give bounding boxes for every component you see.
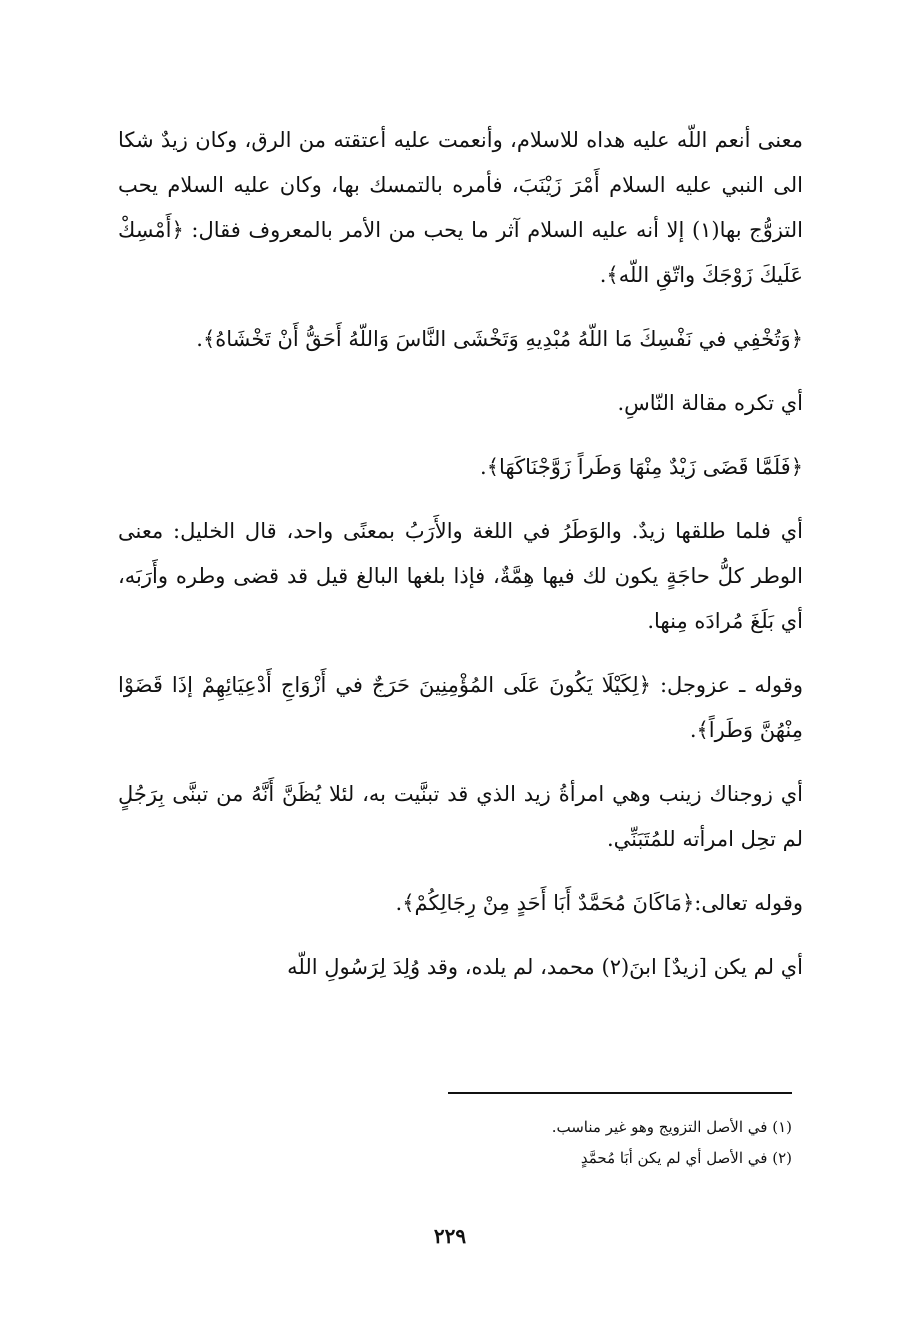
main-text [118,118,803,1009]
paragraph: أي تكره مقالة النّاسِ. [617,391,803,415]
paragraph: أي فلما طلقها زيدٌ. والوَطَرُ في اللغة والأَرَبُ بمعنًى واحد، قال الخليل: معنى الوطر كلُّ حاجَةٍ يكون لك فيها هِمَّةٌ، فإذا بلغها البالغ قيل قد قضى وطره وأَرَبَه، أي بَلَغَ مُرادَه مِنها. [118,519,803,633]
paragraph: وقوله تعالى:﴿مَاكَانَ مُحَمَّدٌ أَبَا أَحَدٍ مِنْ رِجَالِكُمْ﴾. [395,891,803,915]
paragraph: معنى أنعم اللّه عليه هداه للاسلام، وأنعمت عليه أعتقته من الرق، وكان زيدٌ شكا الى النبي عليه السلام أَمْرَ زَيْنَبَ، فأمره بالتمسك بها، وكان عليه السلام يحب التزوُّج بها(١) إلا أنه عليه السلام آثر ما يحب من الأمر بالمعروف فقال: ﴿أَمْسِكْ عَلَيكَ زَوْجَكَ واتّقِ اللّه﴾. [118,128,803,287]
quran-verse: ﴿وَتُخْفِي في نَفْسِكَ مَا اللّهُ مُبْدِيهِ وَتَخْشَى النَّاسَ وَاللّهُ أَحَقُّ أَنْ تَخْشَاهُ﴾. [196,327,803,351]
paragraph: أي لم يكن [زيدٌ] ابنَ(٢) محمد، لم يلده، وقد وُلِدَ لِرَسُولِ اللّه [287,955,803,979]
quran-verse: ﴿فَلَمَّا قَضَى زَيْدٌ مِنْهَا وَطَراً زَوَّجْنَاكَهَا﴾. [480,455,803,479]
footnotes [420,1112,792,1174]
footnote: (١) في الأصل التزويج وهو غير مناسب. [551,1118,792,1136]
page-number: ٢٢٩ [433,1224,467,1248]
footnote-divider [448,1092,792,1094]
paragraph: أي زوجناك زينب وهي امرأةُ زيد الذي قد تبنَّيت به، لئلا يُظَنَّ أَنَّهُ من تبنَّى بِرَجُلٍ لم تحِل امرأته للمُتَبَنِّي. [118,782,803,851]
footnote: (٢) في الأصل أي لم يكن أبَا مُحمَّدٍ [580,1149,792,1167]
paragraph: وقوله ـ عزوجل: ﴿لِكَيْلَا يَكُونَ عَلَى المُؤْمِنِينَ حَرَجٌ في أَزْوَاجِ أَدْعِيَائِهِمْ إذَا قَضَوْا مِنْهُنَّ وَطَراً﴾. [118,673,803,742]
